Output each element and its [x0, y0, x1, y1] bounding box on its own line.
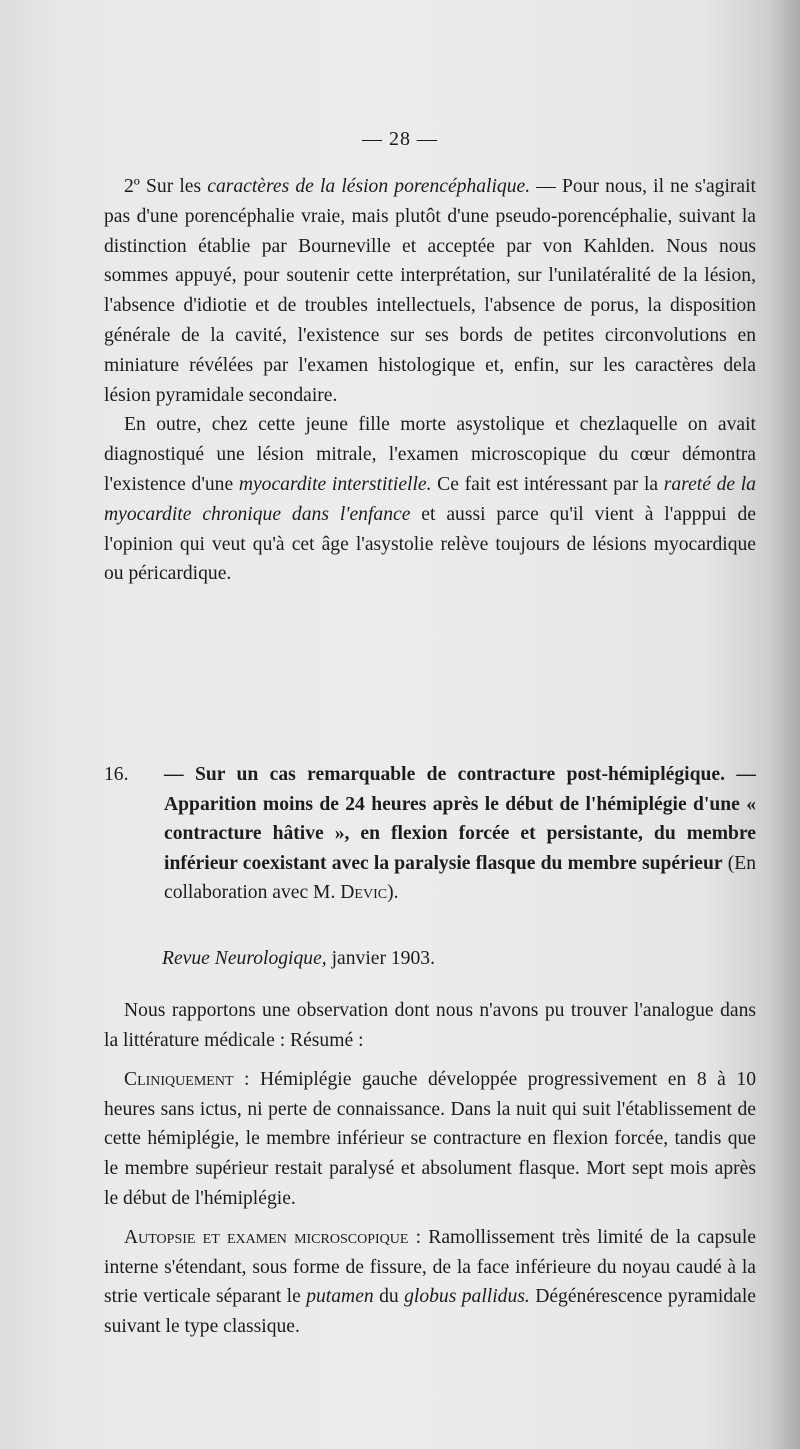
reference-line	[162, 948, 722, 970]
emphasis-rarete: rareté de la myocardite chronique dans l'enfance	[104, 473, 756, 525]
paragraph-lesion-porencephalique	[104, 172, 756, 410]
item-title-bold: — Sur un cas remarquable de contracture post-hémiplégique. — Apparition moins de 24 heures après le début de l'hémiplégie d'une « contracture hâtive », en flexion forcée et persistante, du membre inférieur coexistant avec la paralysie flasque du membre supérieur	[164, 764, 756, 874]
section-observation	[104, 996, 756, 1342]
item-title-tail: (En collaboration avec M.	[164, 852, 756, 904]
journal-name: Revue Neurologique,	[162, 948, 327, 969]
journal-date: janvier 1903.	[326, 948, 435, 969]
item-number: 16.	[104, 764, 129, 785]
paragraph-text: et aussi parce qu'il vient à l'apppui de l'opinion qui veut qu'à cet âge l'asystolie relève toujours de lésions myocardique ou péricardique.	[104, 503, 757, 585]
paragraph-text: — Pour nous, il ne s'agirait pas d'une porencéphalie vraie, mais plutôt d'une pseudo-porencéphalie, suivant la distinction établie par Bourneville et acceptée par von Kahlden. Nous nous sommes appuyé, pour soutenir cette interprétation, sur l'unilatéralité de la lésion, l'absence d'idiotie et de troubles intellectuels, l'absence de porus, la disposition générale de la cavité, l'existence sur ses bords de petites circonvolutions en miniature révélées par l'examen histologique et, enfin, sur les caractères dela lésion pyramidale secondaire.	[104, 176, 756, 406]
paragraph-text: En outre, chez cette jeune fille morte asystolique et chezlaquelle on avait diagnostiqué une lésion mitrale, l'examen microscopique du cœur démontra l'existence d'une	[104, 414, 756, 495]
paragraph-text: Ce fait est intéressant par la	[431, 473, 664, 495]
item-16-heading	[104, 760, 756, 908]
paragraph-text: Ramollissement très limité de la capsule interne s'étendant, sous forme de fissure, de la face inférieure du noyau caudé à la strie verticale séparant le	[104, 1227, 756, 1308]
paragraph-text: du	[373, 1286, 405, 1308]
page-number: — 28 —	[362, 128, 438, 150]
emphasis-putamen: putamen	[306, 1286, 374, 1308]
paragraph-autopsie	[104, 1223, 756, 1341]
lead-text: 2º Sur les	[124, 176, 208, 197]
item-title-end: ).	[387, 882, 399, 904]
emphasis-globus: globus pallidus.	[404, 1286, 530, 1308]
label-autopsie: Autopsie et examen microscopique :	[124, 1227, 422, 1249]
paragraph-text: Dégénérescence pyramidale suivant le type classique.	[104, 1286, 756, 1337]
label-cliniquement: Cliniquement :	[124, 1069, 250, 1091]
item-title	[164, 760, 756, 908]
paragraph-clinique	[104, 1065, 756, 1213]
paragraph-intro: Nous rapportons une observation dont nous n'avons pu trouver l'analogue dans la littérature médicale : Résumé :	[104, 1000, 756, 1051]
paragraph-text: Hémiplégie gauche développée progressivement en 8 à 10 heures sans ictus, ni perte de connaissance. Dans la nuit qui suit l'établissement de cette hémiplégie, le membre inférieur se contracture en flexion forcée, tandis que le membre supérieur restait paralysé et absolument flasque. Mort sept mois après le début de l'hémiplégie.	[104, 1069, 756, 1209]
item-author: Devic	[340, 882, 388, 904]
emphasis-myocardite: myocardite interstitielle.	[238, 473, 432, 495]
paragraph-en-outre	[104, 410, 756, 589]
emphasis-heading: caractères de la lésion porencéphalique.	[207, 176, 531, 197]
item-16	[104, 760, 756, 908]
section-porencephalie	[104, 172, 756, 589]
